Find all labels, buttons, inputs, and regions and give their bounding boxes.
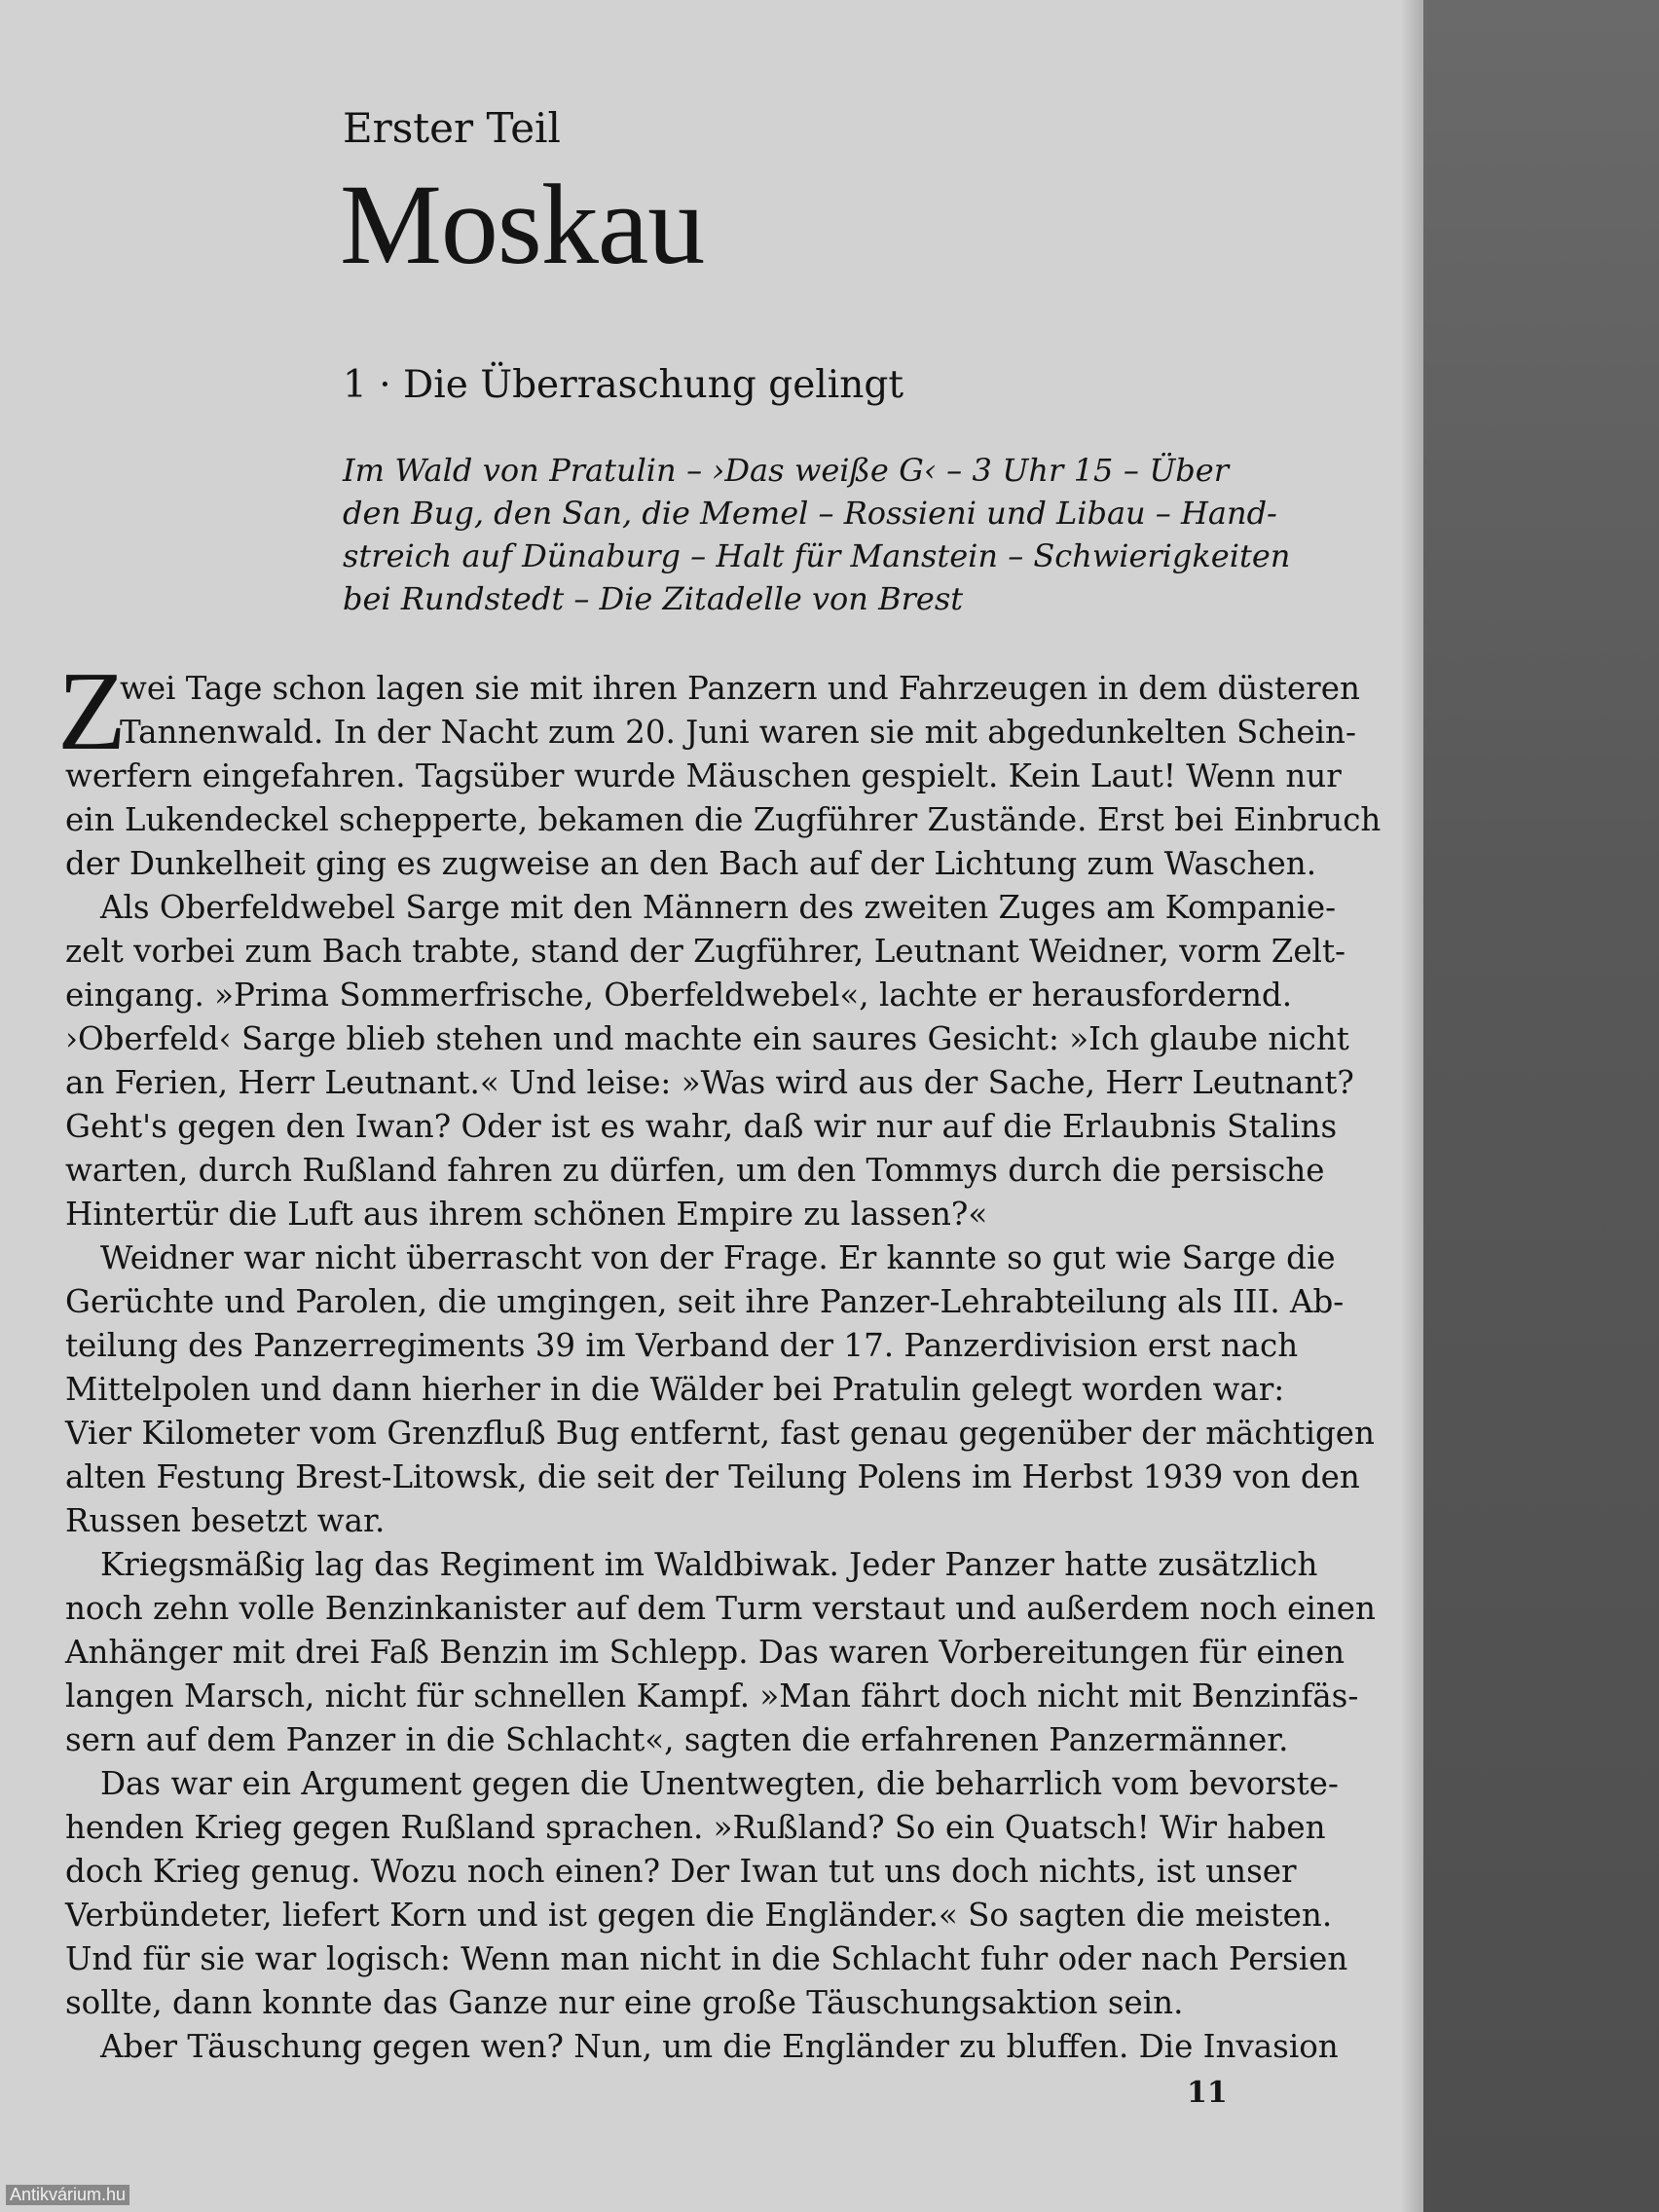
text-line: Und für sie war logisch: Wenn man nicht in die Schlacht fuhr oder nach Persien: [65, 1940, 1348, 1977]
text-line: Verbündeter, liefert Korn und ist gegen die Engländer.« So sagten die meisten.: [65, 1897, 1333, 1934]
text-line: Russen besetzt war.: [65, 1502, 386, 1539]
text-line: henden Krieg gegen Rußland sprachen. »Rußland? So ein Quatsch! Wir haben: [65, 1809, 1326, 1846]
text-line: Weidner war nicht überrascht von der Frage. Er kannte so gut wie Sarge die: [100, 1239, 1336, 1276]
text-line: Mittelpolen und dann hierher in die Wälder bei Pratulin gelegt worden war:: [65, 1371, 1285, 1408]
text-line: werfern eingefahren. Tagsüber wurde Mäuschen gespielt. Kein Laut! Wenn nur: [65, 757, 1342, 794]
text-line: ›Oberfeld‹ Sarge blieb stehen und machte ein saures Gesicht: »Ich glaube nicht: [65, 1020, 1349, 1057]
text-line: warten, durch Rußland fahren zu dürfen, um den Tommys durch die persische: [65, 1152, 1325, 1189]
text-line: Als Oberfeldwebel Sarge mit den Männern des zweiten Zuges am Kompanie-: [100, 889, 1337, 926]
chapter-summary: [343, 449, 1291, 620]
text-line: der Dunkelheit ging es zugweise an den Bach auf der Lichtung zum Waschen.: [65, 845, 1317, 882]
text-line: teilung des Panzerregiments 39 im Verband der 17. Panzerdivision erst nach: [65, 1327, 1299, 1364]
text-line: ein Lukendeckel schepperte, bekamen die Zugführer Zustände. Erst bei Einbruch: [65, 801, 1382, 838]
summary-line: streich auf Dünaburg – Halt für Manstein – Schwierigkeiten: [343, 537, 1291, 574]
text-line: Anhänger mit drei Faß Benzin im Schlepp. Das waren Vorbereitungen für einen: [65, 1634, 1346, 1671]
text-line: sollte, dann konnte das Ganze nur eine große Täuschungsaktion sein.: [65, 1984, 1184, 2021]
text-line: zelt vorbei zum Bach trabte, stand der Zugführer, Leutnant Weidner, vorm Zelt-: [65, 933, 1346, 970]
text-line: wei Tage schon lagen sie mit ihren Panzern und Fahrzeugen in dem düsteren: [120, 670, 1360, 707]
text-line: Das war ein Argument gegen die Unentwegten, die beharrlich vom bevorste-: [100, 1765, 1339, 1802]
text-line: Hintertür die Luft aus ihrem schönen Empire zu lassen?«: [65, 1196, 988, 1233]
chapter-heading: 1 · Die Überraschung gelingt: [343, 363, 903, 407]
text-line: eingang. »Prima Sommerfrische, Oberfeldwebel«, lachte er herausfordernd.: [65, 977, 1293, 1014]
text-line: langen Marsch, nicht für schnellen Kampf. »Man fährt doch nicht mit Benzinfäs-: [65, 1677, 1359, 1714]
text-line: Gerüchte und Parolen, die umgingen, seit ihre Panzer-Lehrabteilung als III. Ab-: [65, 1283, 1345, 1320]
text-line: an Ferien, Herr Leutnant.« Und leise: »Was wird aus der Sache, Herr Leutnant?: [65, 1064, 1354, 1101]
background-surface: [1423, 0, 1659, 2212]
drop-cap: Z: [57, 649, 127, 774]
text-line: Kriegsmäßig lag das Regiment im Waldbiwak. Jeder Panzer hatte zusätzlich: [100, 1546, 1318, 1583]
summary-line: bei Rundstedt – Die Zitadelle von Brest: [343, 580, 964, 617]
text-line: doch Krieg genug. Wozu noch einen? Der Iwan tut uns doch nichts, ist unser: [65, 1853, 1297, 1890]
part-label: Erster Teil: [343, 104, 561, 152]
text-line: Aber Täuschung gegen wen? Nun, um die Engländer zu bluffen. Die Invasion: [100, 2028, 1339, 2065]
text-line: sern auf dem Panzer in die Schlacht«, sagten die erfahrenen Panzermänner.: [65, 1721, 1289, 1758]
watermark: Antikvárium.hu: [6, 2185, 129, 2205]
text-line: noch zehn volle Benzinkanister auf dem Turm verstaut und außerdem noch einen: [65, 1590, 1376, 1627]
text-line: Vier Kilometer vom Grenzfluß Bug entfernt, fast genau gegenüber der mächtigen: [65, 1415, 1375, 1452]
text-line: alten Festung Brest-Litowsk, die seit der Teilung Polens im Herbst 1939 von den: [65, 1458, 1360, 1495]
body-text: [57, 649, 1382, 2069]
text-line: Geht's gegen den Iwan? Oder ist es wahr, daß wir nur auf die Erlaubnis Stalins: [65, 1108, 1338, 1145]
text-line: Tannenwald. In der Nacht zum 20. Juni waren sie mit abgedunkelten Schein-: [120, 714, 1356, 751]
page-number: 11: [1187, 2076, 1228, 2110]
summary-line: Im Wald von Pratulin – ›Das weiße G‹ – 3 Uhr 15 – Über: [343, 452, 1229, 489]
summary-line: den Bug, den San, die Memel – Rossieni und Libau – Hand-: [343, 495, 1277, 532]
page-title: Moskau: [340, 161, 705, 288]
